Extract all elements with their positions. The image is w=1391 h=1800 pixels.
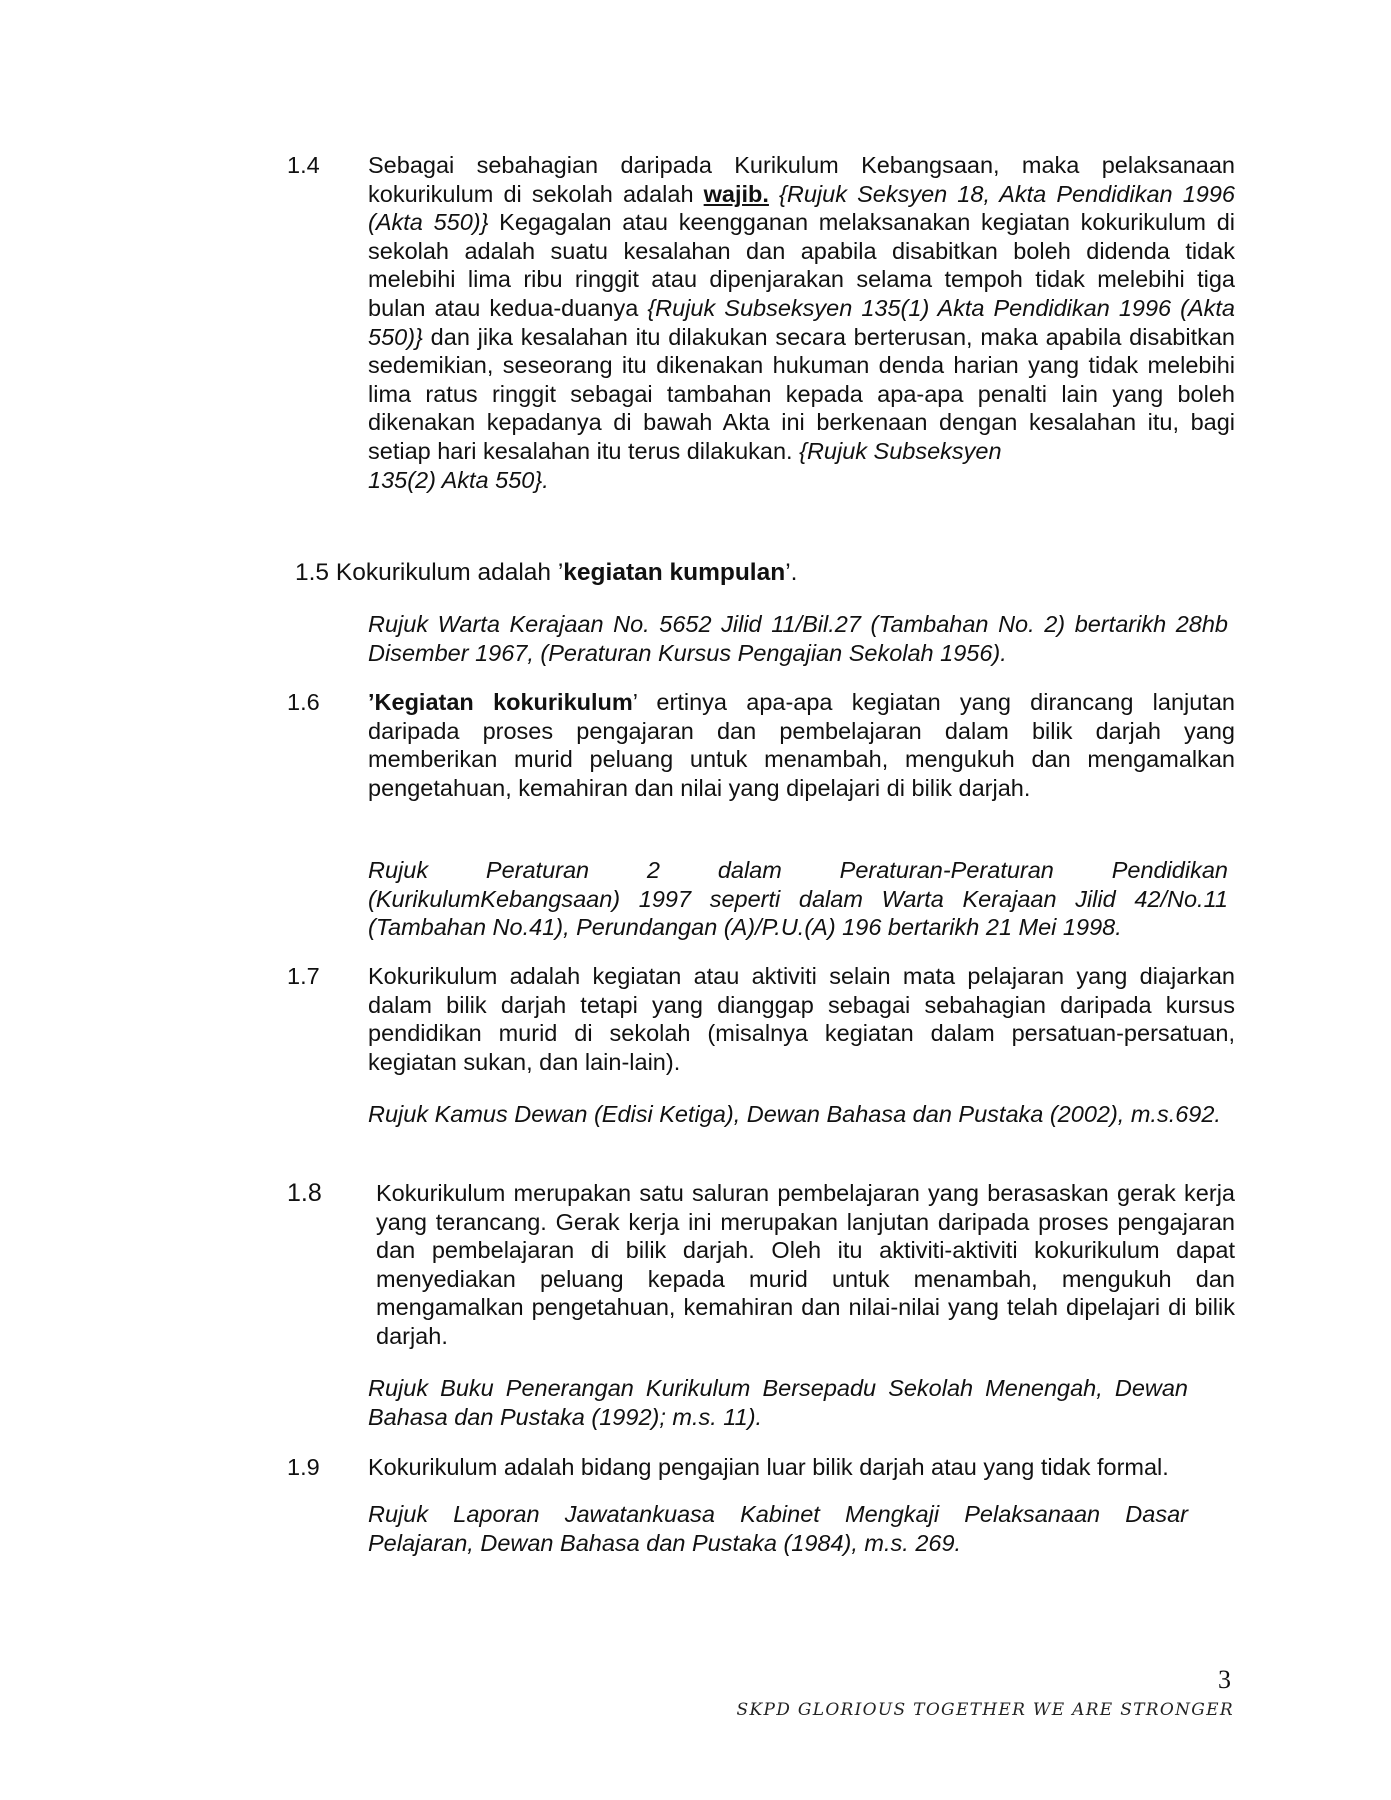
reference-1-7: Rujuk Kamus Dewan (Edisi Ketiga), Dewan Bahasa dan Pustaka (2002), m.s.692. xyxy=(368,1101,1221,1127)
section-text: ’Kegiatan kokurikulum’ ertinya apa-apa kegiatan yang dirancang lanjutan daripada proses pengajaran dan pembelajaran dalam bilik darjah yang memberikan murid peluang untuk menambah, mengukuh dan mengamalkan pengetahuan, kemahiran dan nilai yang dipelajari di bilik darjah. xyxy=(368,689,1236,801)
section-text: Sebagai sebahagian daripada Kurikulum Kebangsaan, maka pelaksanaan kokurikulum di sekolah adalah wajib. {Rujuk Seksyen 18, Akta Pendidikan 1996 (Akta 550)} Kegagalan atau keengganan melaksanakan kegiatan kokurikulum di sekolah adalah suatu kesalahan dan apabila disabitkan boleh didenda tidak melebihi lima ribu ringgit atau dipenjarakan selama tempoh tidak melebihi tiga bulan atau kedua-duanya {Rujuk Subseksyen 135(1) Akta Pendidikan 1996 (Akta 550)} dan jika kesalahan itu dilakukan secara berterusan, maka apabila disabitkan sedemikian, seseorang itu dikenakan hukuman denda harian yang tidak melebihi lima ratus ringgit sebagai tambahan kepada apa-apa penalti lain yang boleh dikenakan kepadanya di bawah Akta ini berkenaan dengan kesalahan itu, bagi setiap hari kesalahan itu terus dilakukan. {Rujuk Subseksyen 135(2) Akta 550}. xyxy=(368,152,1235,493)
section-number: 1.7 xyxy=(287,963,320,989)
section-number: 1.8 xyxy=(287,1179,322,1207)
citation: {Rujuk Seksyen 18, Akta Pendidikan 1996 (Akta 550)} xyxy=(368,180,1235,236)
footer-text: SKPD GLORIOUS TOGETHER WE ARE STRONGER xyxy=(736,1700,1234,1720)
reference-1-8: Rujuk Buku Penerangan Kurikulum Bersepadu Sekolah Menengah, Dewan Bahasa dan Pustaka (1992); m.s. 11). xyxy=(368,1375,1188,1430)
section-number: 1.9 xyxy=(287,1454,320,1480)
section-text: Kokurikulum merupakan satu saluran pembelajaran yang berasaskan gerak kerja yang terancang. Gerak kerja ini merupakan lanjutan daripada proses pengajaran dan pembelajaran di bilik darjah. Oleh itu aktiviti-aktiviti kokurikulum dapat menyediakan peluang kepada murid untuk menambah, mengukuh dan mengamalkan pengetahuan, kemahiran dan nilai-nilai yang telah dipelajari di bilik darjah. xyxy=(376,1180,1235,1349)
reference-1-9: Rujuk Laporan Jawatankuasa Kabinet Mengkaji Pelaksanaan Dasar Pelajaran, Dewan Bahasa dan Pustaka (1984), m.s. 269. xyxy=(368,1501,1188,1556)
section-1-5: 1.5 Kokurikulum adalah ’kegiatan kumpulan’. xyxy=(295,559,798,586)
page-number: 3 xyxy=(1218,1665,1231,1694)
section-number: 1.6 xyxy=(287,689,320,715)
reference-1-6: Rujuk Peraturan 2 dalam Peraturan-Peraturan Pendidikan (KurikulumKebangsaan) 1997 seperti dalam Warta Kerajaan Jilid 42/No.11 (Tambahan No.41), Perundangan (A)/P.U.(A) 196 bertarikh 21 Mei 1998. xyxy=(368,857,1228,941)
reference-1-5: Rujuk Warta Kerajaan No. 5652 Jilid 11/Bil.27 (Tambahan No. 2) bertarikh 28hb Disember 1967, (Peraturan Kursus Pengajian Sekolah 1956). xyxy=(368,611,1228,666)
section-number: 1.4 xyxy=(287,152,320,178)
section-number: 1.5 xyxy=(295,559,330,586)
emphasis-wajib: wajib. xyxy=(703,180,769,207)
emphasis-kegiatan-kumpulan: kegiatan kumpulan xyxy=(563,559,786,586)
citation: {Rujuk Subseksyen xyxy=(799,437,1002,464)
citation: 135(2) Akta 550}. xyxy=(368,466,549,493)
section-text: Kokurikulum adalah kegiatan atau aktiviti selain mata pelajaran yang diajarkan dalam bilik darjah tetapi yang dianggap sebagai sebahagian daripada kursus pendidikan murid di sekolah (misalnya kegiatan dalam persatuan-persatuan, kegiatan sukan, dan lain-lain). xyxy=(368,963,1235,1075)
emphasis-kegiatan-kokurikulum: ’Kegiatan kokurikulum xyxy=(368,689,633,715)
section-text: Kokurikulum adalah bidang pengajian luar bilik darjah atau yang tidak formal. xyxy=(368,1454,1169,1480)
citation: {Rujuk Subseksyen 135(1) Akta Pendidikan 1996 (Akta 550)} xyxy=(368,294,1235,350)
